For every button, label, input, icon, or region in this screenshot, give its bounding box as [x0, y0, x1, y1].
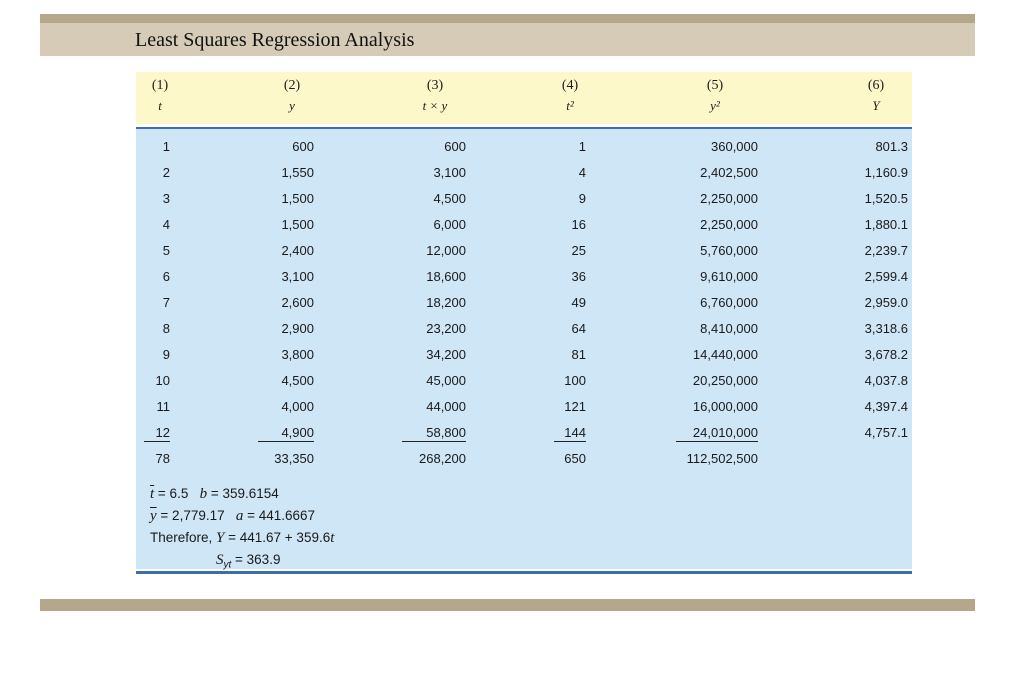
- notes-line-3: [150, 527, 334, 549]
- table-cell: 16,000,000: [692, 399, 758, 414]
- table-cell: 4,397.4: [864, 399, 908, 414]
- table-body: [136, 129, 912, 569]
- notes-line-4: [150, 549, 334, 576]
- table-cell: 3,100: [433, 165, 466, 180]
- table-cell: 1: [578, 139, 586, 154]
- table-cell: 6: [162, 269, 170, 284]
- syt-symbol: S: [216, 552, 224, 568]
- notes-line-1: [150, 483, 334, 505]
- table-cell: 1,500: [281, 217, 314, 232]
- table-cell: 44,000: [426, 399, 466, 414]
- table-cell: 11: [156, 399, 170, 414]
- header-number: (5): [706, 78, 724, 93]
- table-cell: 1,520.5: [864, 191, 908, 206]
- table-cell: 4,900: [258, 425, 314, 442]
- table-cell: 18,200: [426, 295, 466, 310]
- table-cell: 2,250,000: [700, 191, 758, 206]
- header-number: (1): [151, 78, 169, 93]
- page-title: Least Squares Regression Analysis: [135, 29, 415, 51]
- ybar-value: = 2,779.17: [156, 508, 225, 523]
- ybar-symbol: $\overline{y}$: [150, 508, 157, 524]
- header-number: (3): [426, 78, 444, 93]
- table-header: [136, 72, 912, 124]
- table-cell: 801.3: [875, 139, 908, 154]
- table-cell: 23,200: [426, 321, 466, 336]
- table-cell: 36: [571, 269, 586, 284]
- table-cell: 144: [554, 425, 586, 442]
- table-cell: 58,800: [402, 425, 466, 442]
- table-cell: 4,000: [281, 399, 314, 414]
- table-cell: 5: [162, 243, 170, 258]
- table-cell: 1,550: [281, 165, 314, 180]
- table-cell: 24,010,000: [676, 425, 758, 442]
- header-number: (6): [867, 78, 885, 93]
- table-cell: 7: [162, 295, 170, 310]
- header-col-1: [120, 76, 200, 116]
- therefore-text: Therefore,: [150, 530, 217, 545]
- table-cell: 9: [578, 191, 586, 206]
- table-cell: 9: [162, 347, 170, 362]
- table-cell: 3,318.6: [864, 321, 908, 336]
- table-cell: 3,678.2: [864, 347, 908, 362]
- table-cell: 1,160.9: [864, 165, 908, 180]
- table-cell: 8,410,000: [700, 321, 758, 336]
- table-cell: 4,500: [281, 373, 314, 388]
- total-cell: 650: [564, 451, 586, 466]
- total-cell: 78: [155, 451, 170, 466]
- table-cell: 2,239.7: [864, 243, 908, 258]
- regression-notes: [150, 483, 334, 576]
- table-cell: 100: [564, 373, 586, 388]
- tbar-symbol: $\overline{t}$: [150, 486, 155, 502]
- title-band: [40, 14, 975, 56]
- table-cell: 12: [144, 425, 170, 442]
- table-cell: 10: [155, 373, 170, 388]
- table-cell: 45,000: [426, 373, 466, 388]
- table-cell: 600: [444, 139, 466, 154]
- table-cell: 2,400: [281, 243, 314, 258]
- header-symbol: t × y: [422, 98, 448, 113]
- eq-t-symbol: t: [330, 530, 335, 546]
- header-symbol: t: [158, 98, 162, 113]
- b-value: = 359.6154: [207, 486, 279, 501]
- table-cell: 5,760,000: [700, 243, 758, 258]
- table-cell: 34,200: [426, 347, 466, 362]
- table-cell: 81: [571, 347, 586, 362]
- eq-body: = 441.67 + 359.6: [224, 530, 331, 545]
- table-cell: 1: [162, 139, 170, 154]
- notes-line-2: [150, 505, 334, 527]
- table-cell: 4,757.1: [864, 425, 908, 440]
- table-cell: 20,250,000: [692, 373, 758, 388]
- table-cell: 2,959.0: [864, 295, 908, 310]
- table-cell: 3,800: [281, 347, 314, 362]
- table-cell: 18,600: [426, 269, 466, 284]
- total-cell: 268,200: [419, 451, 466, 466]
- table-cell: 360,000: [711, 139, 758, 154]
- header-col-5: [675, 76, 755, 116]
- table-cell: 4: [162, 217, 170, 232]
- header-col-3: [395, 76, 475, 116]
- table-cell: 8: [162, 321, 170, 336]
- header-number: (2): [283, 78, 301, 93]
- a-value: = 441.6667: [243, 508, 316, 523]
- table-cell: 64: [571, 321, 586, 336]
- table-cell: 14,440,000: [692, 347, 758, 362]
- header-col-4: [530, 76, 610, 116]
- header-number: (4): [561, 78, 579, 93]
- syt-subscript: yt: [223, 559, 232, 571]
- regression-table: [136, 72, 912, 574]
- table-cell: 1,500: [281, 191, 314, 206]
- table-cell: 2,599.4: [864, 269, 908, 284]
- header-symbol: Y: [872, 98, 880, 113]
- table-cell: 2,250,000: [700, 217, 758, 232]
- header-symbol: y: [289, 98, 295, 113]
- table-cell: 2,402,500: [700, 165, 758, 180]
- table-cell: 2: [162, 165, 170, 180]
- table-cell: 121: [564, 399, 586, 414]
- header-symbol: y²: [710, 98, 720, 113]
- table-cell: 1,880.1: [864, 217, 908, 232]
- header-symbol: t²: [566, 98, 574, 113]
- table-cell: 25: [571, 243, 586, 258]
- a-symbol: a: [235, 508, 244, 524]
- syt-value: = 363.9: [231, 552, 281, 567]
- table-cell: 12,000: [426, 243, 466, 258]
- table-cell: 3,100: [281, 269, 314, 284]
- table-cell: 16: [571, 217, 586, 232]
- table-cell: 6,760,000: [700, 295, 758, 310]
- table-cell: 49: [571, 295, 586, 310]
- total-cell: 112,502,500: [686, 451, 758, 466]
- table-cell: 6,000: [433, 217, 466, 232]
- tbar-value: = 6.5: [154, 486, 189, 501]
- bottom-band: [40, 599, 975, 611]
- table-cell: 2,900: [281, 321, 314, 336]
- eq-Y-symbol: Y: [216, 530, 225, 546]
- table-cell: 4,037.8: [864, 373, 908, 388]
- table-cell: 4: [578, 165, 586, 180]
- header-col-6: [836, 76, 916, 116]
- table-cell: 600: [292, 139, 314, 154]
- b-symbol: b: [199, 486, 208, 502]
- table-cell: 9,610,000: [700, 269, 758, 284]
- table-cell: 3: [162, 191, 170, 206]
- table-cell: 4,500: [433, 191, 466, 206]
- table-cell: 2,600: [281, 295, 314, 310]
- total-cell: 33,350: [274, 451, 314, 466]
- header-col-2: [252, 76, 332, 116]
